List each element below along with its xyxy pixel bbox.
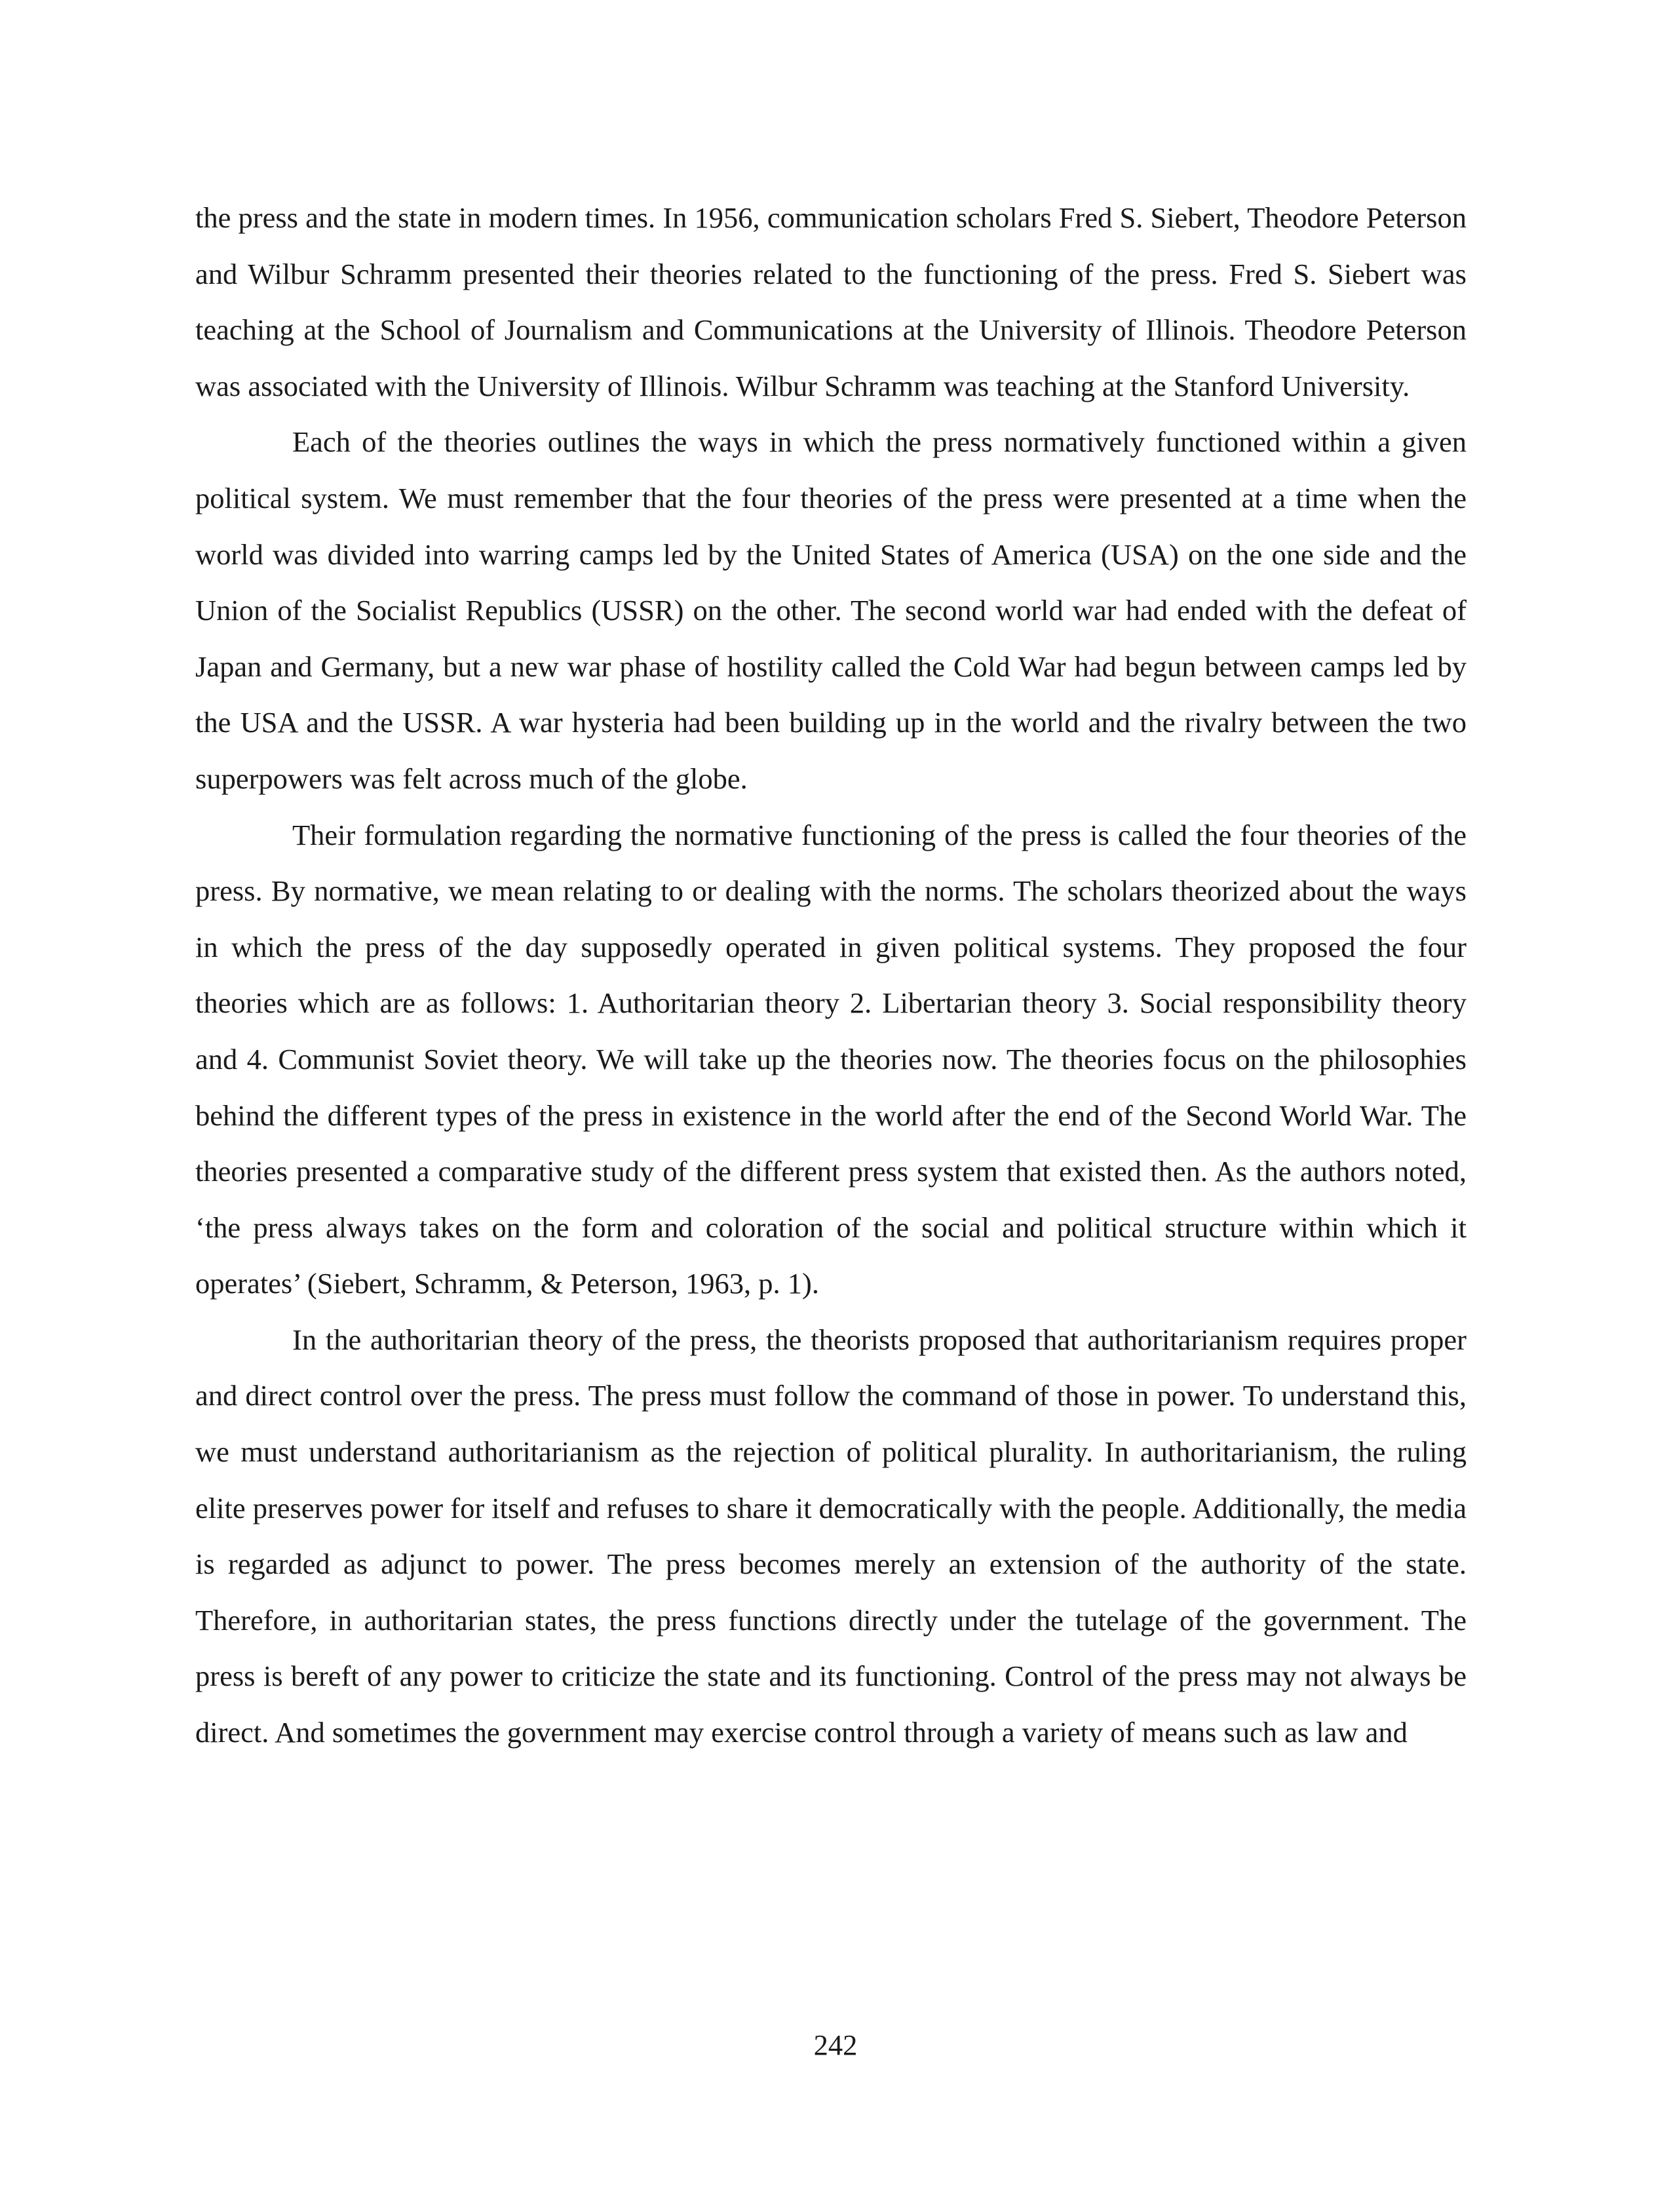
- paragraph-continuation: the press and the state in modern times. In 1956, communication scholars Fred S. Siebert, Theodore Peterson and Wilbur Schramm presented their theories related to the functioning of the press. Fred S. Siebert was teaching at the School of Journalism and Communications at the University of Illinois. Theodore Peterson was associated with the University of Illinois. Wilbur Schramm was teaching at the Stanford University.: [195, 201, 1467, 402]
- paragraph-four-theories: Their formulation regarding the normative functioning of the press is called the four theories of the press. By normative, we mean relating to or dealing with the norms. The scholars theorized about the ways in which the press of the day supposedly operated in given political systems. They proposed the four theories which are as follows: 1. Authoritarian theory 2. Libertarian theory 3. Social responsibility theory and 4. Communist Soviet theory. We will take up the theories now. The theories focus on the philosophies behind the different types of the press in existence in the world after the end of the Second World War. The theories presented a comparative study of the different press system that existed then. As the authors noted, ‘the press always takes on the form and coloration of the social and political structure within which it operates’ (Siebert, Schramm, & Peterson, 1963, p. 1).: [195, 818, 1467, 1300]
- paragraph-theories-context: Each of the theories outlines the ways in which the press normatively functioned within a given political system. We must remember that the four theories of the press were presented at a time when the world was divided into warring camps led by the United States of America (USA) on the one side and the Union of the Socialist Republics (USSR) on the other. The second world war had ended with the defeat of Japan and Germany, but a new war phase of hostility called the Cold War had begun between camps led by the USA and the USSR. A war hysteria had been building up in the world and the rivalry between the two superpowers was felt across much of the globe.: [195, 425, 1467, 795]
- paragraph-authoritarian-theory: In the authoritarian theory of the press, the theorists proposed that authoritarianism requires proper and direct control over the press. The press must follow the command of those in power. To understand this, we must understand authoritarianism as the rejection of political plurality. In authoritarianism, the ruling elite preserves power for itself and refuses to share it democratically with the people. Additionally, the media is regarded as adjunct to power. The press becomes merely an extension of the authority of the state. Therefore, in authoritarian states, the press functions directly under the tutelage of the government. The press is bereft of any power to criticize the state and its functioning. Control of the press may not always be direct. And sometimes the government may exercise control through a variety of means such as law and: [195, 1323, 1467, 1749]
- page-body: [195, 190, 1467, 1761]
- page-number: 242: [813, 2028, 858, 2061]
